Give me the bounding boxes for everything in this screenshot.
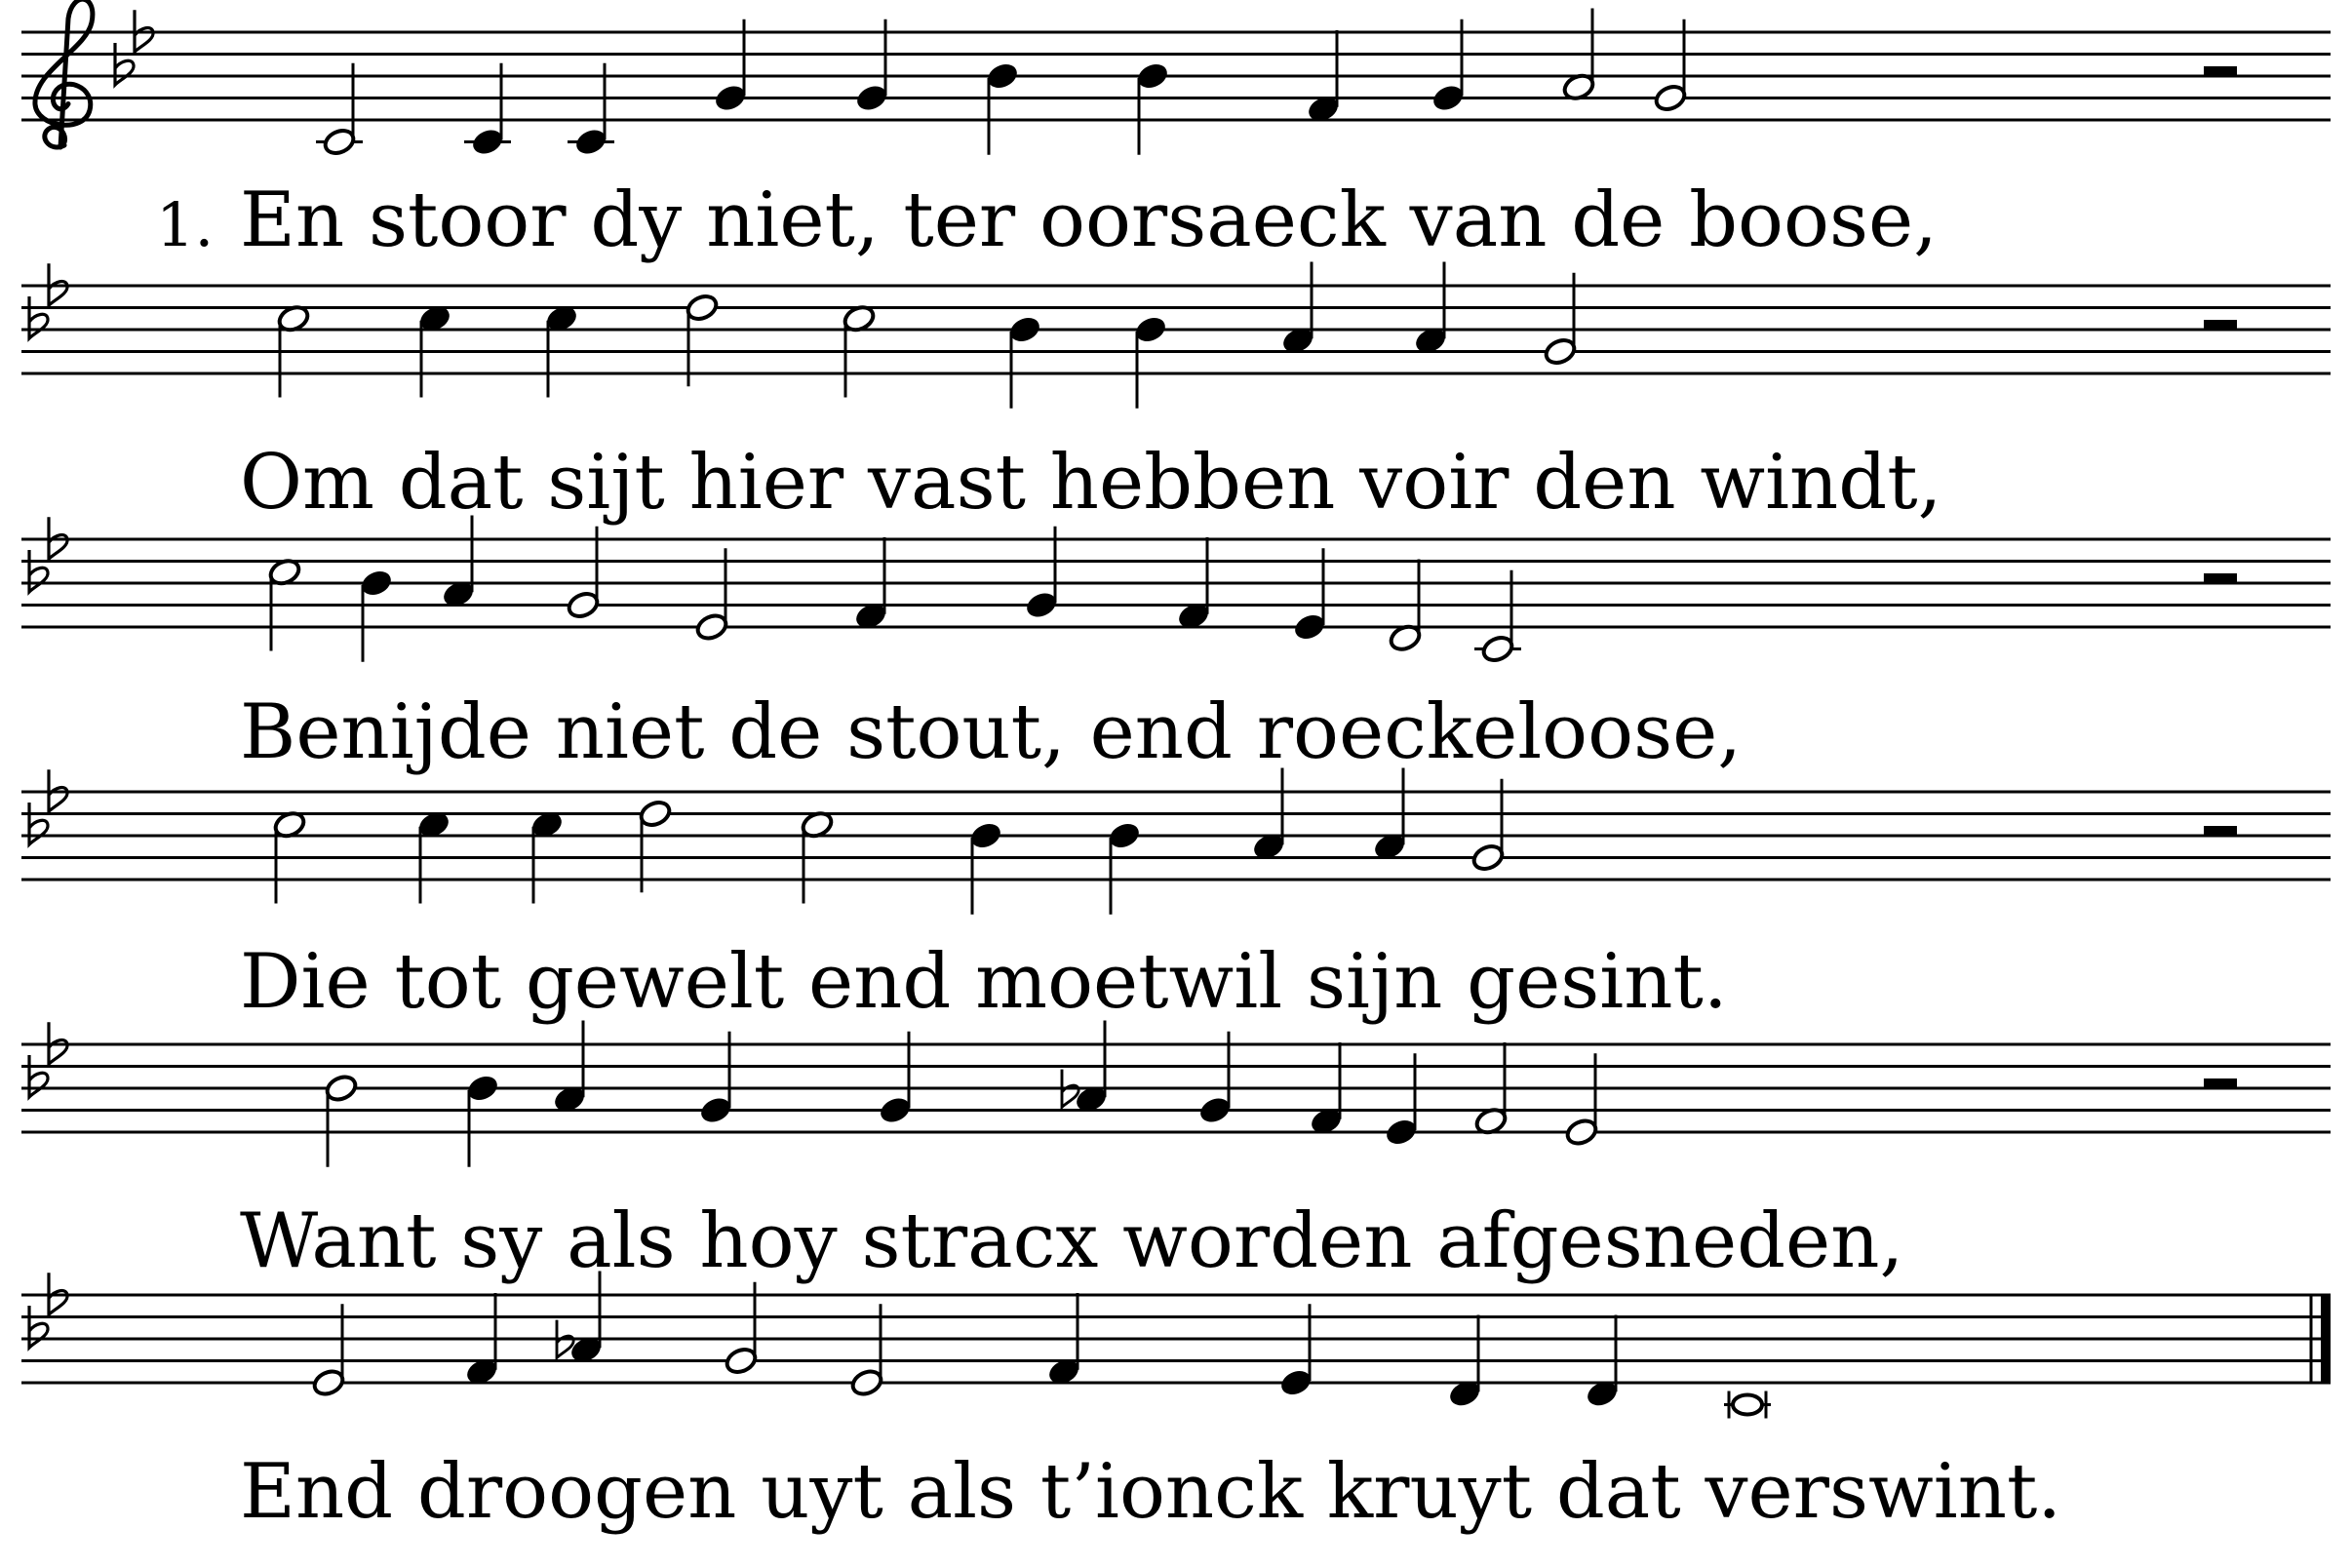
breve-notehead [1733,1395,1762,1415]
lyric-line: End droogen uyt als t’ionck kruyt dat verswint. [240,1448,2062,1536]
key-signature-flat-icon [29,1055,48,1097]
lyric-line: Om dat sijt hier vast hebben voir den windt, [240,439,1942,527]
lyric-line: Die tot gewelt end moetwil sijn gesint. [240,938,1728,1026]
half-rest-icon [2204,573,2237,583]
staff-system [21,1021,2331,1286]
note [324,1073,359,1167]
final-barline-thick [2321,1295,2331,1383]
staff-system [21,768,2331,1027]
lyric-line: Want sy als hoy stracx worden afgesneden, [240,1197,1904,1285]
staff-system [21,262,2331,528]
note [1724,1392,1771,1419]
half-rest-icon [2204,826,2237,836]
note [1007,314,1042,409]
note [985,60,1020,155]
key-signature-flat-icon [29,550,48,592]
note [968,820,1003,915]
note [1135,60,1170,155]
treble-clef-icon [35,0,93,147]
staff-system [21,0,2331,264]
half-rest-icon [2204,1078,2237,1088]
key-signature-flat-icon [29,1306,48,1348]
half-rest-icon [2204,320,2237,330]
key-signature-flat-icon [29,296,48,338]
lyric-line: Benijde niet de stout, end roeckeloose, [240,688,1743,776]
staff-system [21,516,2331,777]
note [1107,820,1142,915]
note [359,568,394,662]
half-rest-icon [2204,66,2237,76]
note [465,1073,500,1167]
note [1133,314,1168,409]
lyric-line: En stoor dy niet, ter oorsaeck van de boose, [240,176,1938,264]
score-systems [21,0,2331,1536]
key-signature-flat-icon [115,43,134,85]
key-signature-flat-icon [29,803,48,844]
staff-system [21,1272,2331,1537]
verse-number: 1. [156,189,215,260]
